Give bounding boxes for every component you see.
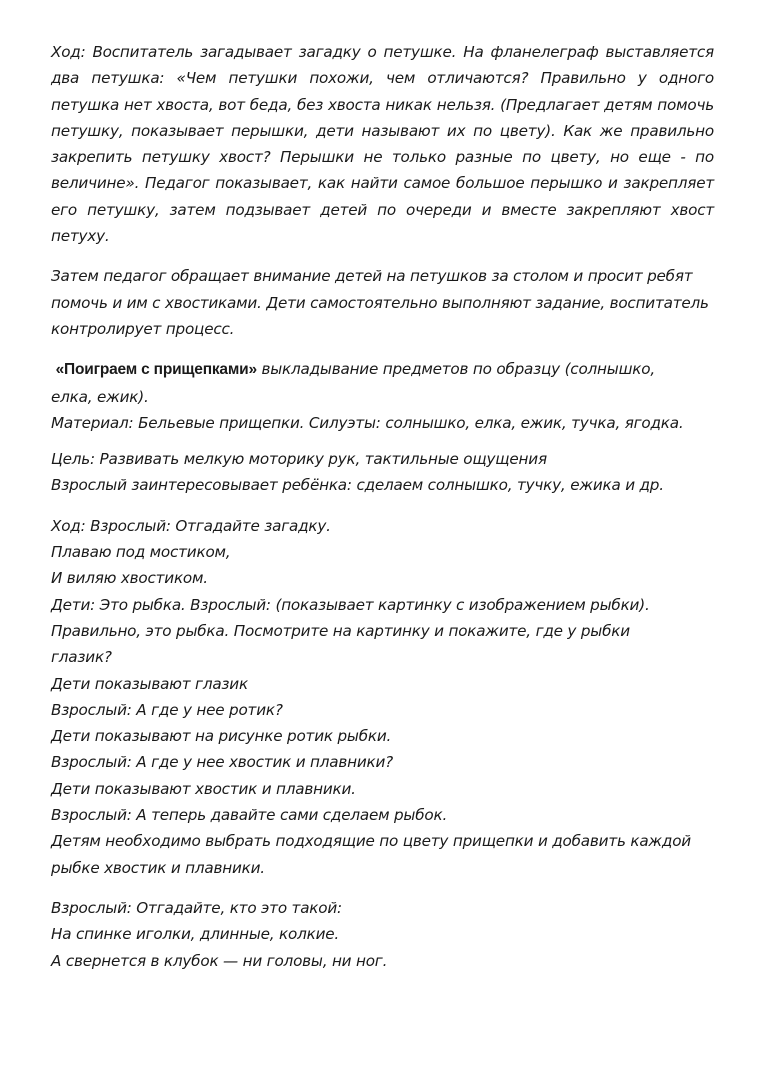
paragraph-petushok-activity: Ход: Воспитатель загадывает загадку о петушке. На фланелеграф выставляется два петушка: «Чем петушки похожи, чем отличаются? Правильно у одного петушка нет хвоста, вот беда, без хвоста никак нельзя. (Предлагает детям помочь петушку, показывает перышки, дети называют их по цвету). Как же правильно закрепить петушку хвост? Перышки не только разные по цвету, но еще - по величине». Педагог показывает, как найти самое большое перышко и закрепляет его петушку, затем подзывает детей по очереди и вместе закрепляют хвост петуху. <box>51 43 714 246</box>
dialogue-line: Дети показывают хвостик и плавники. <box>51 779 356 798</box>
dialogue-line: Взрослый: А где у нее ротик? <box>51 700 283 719</box>
dialogue-line: Взрослый: А где у нее хвостик и плавники? <box>51 753 394 772</box>
dialogue-line: Правильно, это рыбка. Посмотрите на картинку и покажите, где у рыбки <box>51 621 630 640</box>
dialogue-line: Дети показывают глазик <box>51 674 248 693</box>
riddle-line: А свернется в клубок — ни головы, ни ног. <box>51 951 388 970</box>
game-description-part2: елка, ежик). <box>51 387 149 406</box>
dialogue-line: Дети показывают на рисунке ротик рыбки. <box>51 727 392 746</box>
dialogue-line: Детям необходимо выбрать подходящие по цвету прищепки и добавить каждой <box>51 832 691 851</box>
game-section <box>51 356 714 436</box>
goal-line: Цель: Развивать мелкую моторику рук, тактильные ощущения <box>51 450 547 469</box>
document-page <box>51 39 714 974</box>
dialogue-section <box>51 513 714 881</box>
game-intro-line <box>51 356 714 383</box>
dialogue-line: рыбке хвостик и плавники. <box>51 858 265 877</box>
paragraph-independent-work: Затем педагог обращает внимание детей на петушков за столом и просит ребят помочь и им с хвостиками. Дети самостоятельно выполняют задание, воспитатель контролирует процесс. <box>51 267 709 338</box>
game-description-part1: выкладывание предметов по образцу (солнышко, <box>256 360 655 379</box>
game-title: «Поиграем с прищепками» <box>55 361 257 379</box>
riddle-section <box>51 895 714 974</box>
dialogue-line: глазик? <box>51 648 112 667</box>
dialogue-line: И виляю хвостиком. <box>51 569 208 588</box>
riddle-line: Взрослый: Отгадайте, кто это такой: <box>51 898 342 917</box>
dialogue-line: Взрослый: А теперь давайте сами сделаем рыбок. <box>51 806 448 825</box>
game-material: Материал: Бельевые прищепки. Силуэты: солнышко, елка, ежик, тучка, ягодка. <box>51 413 684 432</box>
dialogue-line: Ход: Взрослый: Отгадайте загадку. <box>51 516 331 535</box>
goal-section <box>51 446 714 499</box>
riddle-line: На спинке иголки, длинные, колкие. <box>51 925 340 944</box>
dialogue-line: Плаваю под мостиком, <box>51 543 231 562</box>
adult-engagement-line: Взрослый заинтересовывает ребёнка: сделаем солнышко, тучку, ежика и др. <box>51 476 664 495</box>
dialogue-line: Дети: Это рыбка. Взрослый: (показывает картинку с изображением рыбки). <box>51 595 650 614</box>
